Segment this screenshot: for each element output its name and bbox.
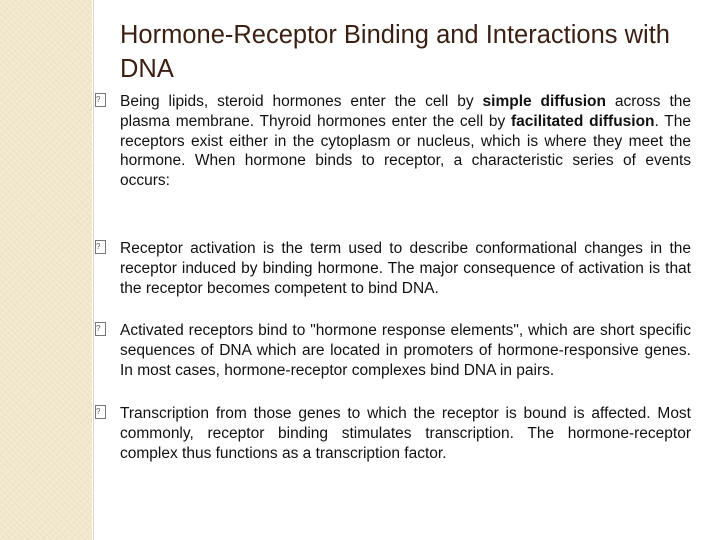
decorative-sidebar [0,0,92,540]
bullet-paragraph-2 [96,239,691,298]
bullet-box-icon: ? [95,405,106,419]
sidebar-divider [93,0,94,540]
bullet-1-text-b: across the plasma membrane. Thyroid hormones enter the cell by [120,93,691,130]
bullet-box-icon: ? [95,93,106,107]
bullet-3-text: Activated receptors bind to "hormone response elements", which are short specific sequences of DNA which are located in promoters of hormone-responsive genes. In most cases, hormone-receptor complexes bind DNA in pairs. [120,322,691,379]
bullet-2-text: Receptor activation is the term used to describe conformational changes in the receptor induced by binding hormone. The major consequence of activation is that the receptor becomes competent to bind DNA. [120,240,691,297]
bullet-1-text-c: . The receptors exist either in the cytoplasm or nucleus, which is where they meet the hormone. When hormone binds to receptor, a characteristic series of events occurs: [120,112,691,190]
bullet-paragraph-4 [96,404,691,463]
bullet-1-text-a: Being lipids, steroid hormones enter the cell by [120,93,483,110]
bullet-1-bold-a: simple diffusion [482,93,606,110]
bullet-paragraph-3 [96,321,691,380]
bullet-box-icon: ? [95,322,106,336]
bullet-box-icon: ? [95,240,106,254]
bullet-1-bold-b: facilitated diffusion [511,112,655,130]
bullet-paragraph-1 [96,92,691,191]
bullet-4-text: Transcription from those genes to which the receptor is bound is affected. Most commonly, receptor binding stimulates transcription. The hormone-receptor complex thus functions as a transcription factor. [120,405,691,462]
slide-title: Hormone-Receptor Binding and Interactions with DNA [120,21,670,83]
